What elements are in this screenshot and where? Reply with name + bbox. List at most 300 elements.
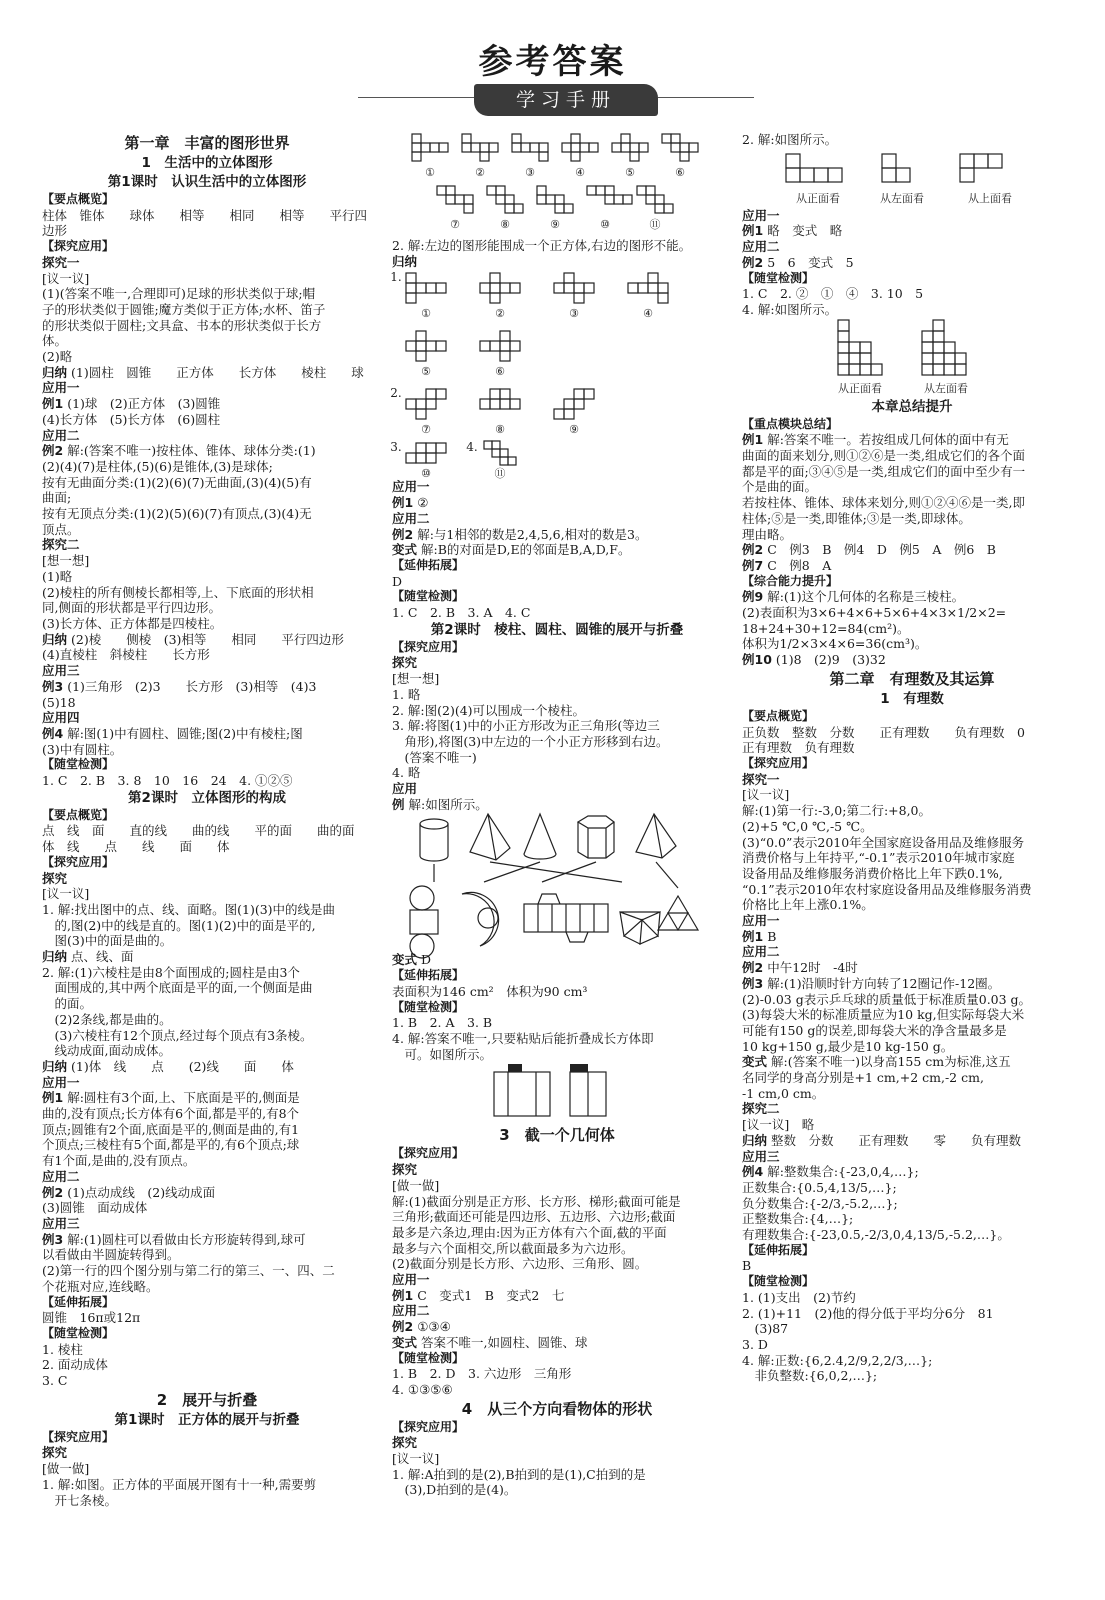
- net-square: [689, 143, 698, 152]
- line-text: 消费价格与上年持平,“-0.1”表示2010年城市家庭: [742, 850, 1015, 866]
- line-text: 边形: [42, 223, 68, 239]
- net-square: [639, 143, 648, 152]
- net-square: [500, 389, 510, 399]
- answer-line: [742, 1164, 1082, 1180]
- line-text: (2)略: [42, 349, 73, 365]
- net-square: [500, 449, 508, 457]
- answer-line: [42, 996, 372, 1012]
- line-label: 归纳: [42, 1058, 68, 1074]
- answer-line: [42, 428, 372, 444]
- line-text: (2)截面分别是长方形、六边形、三角形、圆。: [392, 1256, 648, 1272]
- net-square: [574, 293, 584, 303]
- net-square: [436, 283, 446, 293]
- net-square: [838, 331, 849, 342]
- line-text: 按有无曲面分类:(1)(2)(6)(7)无曲面,(3)(4)(5)有: [42, 474, 312, 490]
- answer-line: [42, 1185, 372, 1201]
- net-square: [838, 320, 849, 331]
- answer-line: [742, 1117, 1082, 1133]
- line-text: C 变式1 B 变式2 七: [417, 1287, 565, 1303]
- net-square: [406, 453, 416, 463]
- answer-line: [42, 742, 372, 758]
- line-text: (3)圆锥 面动成体: [42, 1200, 148, 1216]
- line-text: 解:(1)截面分别是正方形、长方形、梯形;截面可能是: [392, 1193, 681, 1209]
- net-square: [508, 457, 516, 465]
- block-label: [42, 239, 372, 255]
- net-square: [648, 283, 658, 293]
- line-text: 按有无顶点分类:(1)(2)(5)(6)(7)有顶点,(3)(4)无: [42, 506, 312, 522]
- answer-line: [742, 1306, 1082, 1322]
- net-square: [860, 364, 871, 375]
- line-text: 2. 解:如图所示。: [742, 132, 838, 147]
- answer-line: [42, 1477, 372, 1493]
- answer-line: [42, 318, 372, 334]
- answer-line: [42, 255, 372, 271]
- net-square: [922, 364, 933, 375]
- three-views-figure-2: [742, 318, 1072, 398]
- line-text: 有1个面,是曲的,没有顶点。: [42, 1153, 196, 1169]
- line-text: 曲面;: [42, 490, 72, 506]
- net-square: [638, 283, 648, 293]
- line-text: 同,侧面的形状都是平行四边形。: [42, 600, 221, 616]
- answer-line: [42, 1342, 372, 1358]
- net-square: [974, 154, 988, 168]
- net-square: [860, 353, 871, 364]
- section-heading: [42, 1411, 372, 1430]
- net-square: [838, 342, 849, 353]
- net-square: [571, 152, 580, 161]
- answer-line: [742, 1368, 1082, 1384]
- line-text: 【探究应用】: [392, 1419, 465, 1434]
- line-text: 曲的,没有顶点;长方体有6个面,都是平的,有8个: [42, 1106, 300, 1122]
- answer-line: [392, 1288, 722, 1304]
- line-text: 1. 略: [392, 686, 421, 702]
- net-square: [500, 283, 510, 293]
- answer-line: [42, 443, 372, 459]
- answer-line: [742, 1023, 1082, 1039]
- net-square: [406, 273, 416, 283]
- net-square: [587, 186, 596, 195]
- answer-line: [392, 1435, 722, 1451]
- line-label: 例4: [742, 1164, 764, 1180]
- figure-label: ⑪: [494, 467, 506, 481]
- figure-label: ⑧: [500, 218, 510, 231]
- solids-and-nets-figure: [392, 812, 712, 952]
- net-square: [621, 134, 630, 143]
- line-text: 非负整数:{6,0,2,…};: [742, 1368, 878, 1384]
- line-label: 例1: [742, 928, 764, 944]
- block-label: [42, 1326, 372, 1342]
- section-heading: [742, 398, 1082, 417]
- net-square: [446, 186, 455, 195]
- chapter-heading: [42, 132, 372, 154]
- cone: [524, 814, 556, 859]
- answer-line: [392, 797, 722, 813]
- line-label: 应用: [392, 781, 418, 797]
- line-label: 例2: [742, 254, 764, 270]
- answer-line: [392, 1194, 722, 1210]
- answer-line: [42, 1493, 372, 1509]
- answer-line: [42, 918, 372, 934]
- answer-line: [392, 750, 722, 766]
- glue-tab: [508, 1064, 522, 1072]
- net-square: [814, 168, 828, 182]
- line-text: 点、线、面: [71, 949, 134, 965]
- net-square: [416, 399, 426, 409]
- net-square: [464, 204, 473, 213]
- answer-line: [42, 1373, 372, 1389]
- line-text: 解:(1)这个几何体的名称是三棱柱。: [767, 589, 965, 605]
- net-square: [521, 143, 530, 152]
- line-text: 体积为1/2×3×4×6=36(cm³)。: [742, 636, 928, 652]
- line-text: 面围成的,其中两个底面是平的面,一个侧面是曲: [42, 980, 313, 996]
- net-square: [571, 134, 580, 143]
- answer-line: [392, 687, 722, 703]
- block-label: [392, 1351, 722, 1367]
- answer-line: [742, 866, 1082, 882]
- col2-block-b: [392, 479, 722, 812]
- line-text: (4)长方体 (5)长方体 (6)圆柱: [42, 411, 221, 427]
- net-square: [406, 293, 416, 303]
- answer-line: [742, 621, 1082, 637]
- net-square: [510, 283, 520, 293]
- line-text: 3 截一个几何体: [499, 1126, 615, 1145]
- line-text: 正数集合:{0.5,4,13/5,…};: [742, 1179, 897, 1195]
- line-text: ①③④: [417, 1319, 451, 1335]
- line-label: 变式: [392, 1334, 418, 1350]
- block-label: [742, 1243, 1082, 1259]
- line-text: 圆锥 16π或12π: [42, 1310, 141, 1326]
- line-label: 应用三: [742, 1148, 780, 1164]
- match-line: [656, 862, 678, 888]
- line-text: (3)“0.0”表示2010年全国家庭设备用品及维修服务: [742, 834, 1025, 850]
- line-text: (3)每袋大米的标准质量应为10 kg,但实际每袋大米: [742, 1007, 1025, 1023]
- answer-line: [742, 1054, 1082, 1070]
- block-label: [742, 756, 1082, 772]
- answer-line: [42, 286, 372, 302]
- line-label: 探究: [42, 1445, 68, 1461]
- hex-prism: [578, 816, 614, 858]
- net-square: [574, 283, 584, 293]
- answer-line: [742, 976, 1082, 992]
- line-text: 【随堂检测】: [42, 757, 115, 772]
- answer-line: [42, 585, 372, 601]
- answer-line: [392, 495, 722, 511]
- net-square: [882, 154, 896, 168]
- answer-line: [42, 726, 372, 742]
- line-text: D: [392, 573, 403, 589]
- net-square: [505, 195, 514, 204]
- line-text: (3)六棱柱有12个顶点,经过每个顶点有3条棱。: [42, 1027, 313, 1043]
- answer-line: [742, 495, 1082, 511]
- answer-line: [742, 255, 1082, 271]
- net-square: [584, 283, 594, 293]
- figure-label: ⑥: [675, 166, 685, 179]
- line-label: 变式: [742, 1054, 768, 1070]
- line-label: 例3: [42, 678, 64, 694]
- net-square: [490, 389, 500, 399]
- line-text: (5)18: [42, 694, 76, 710]
- answer-line: [742, 929, 1082, 945]
- line-text: (3)87: [742, 1321, 789, 1337]
- answer-line: [392, 671, 722, 687]
- line-text: 4. 解:正数:{6,2.4,2/9,2,2/3,…};: [742, 1352, 933, 1368]
- net-square: [455, 195, 464, 204]
- line-text: 【延伸拓展】: [742, 1242, 815, 1257]
- line-text: 4. 解:如图所示。: [742, 301, 838, 317]
- line-label: 探究: [392, 1162, 418, 1178]
- net-square: [406, 283, 416, 293]
- net-square: [655, 204, 664, 213]
- three-views-figure-1: [742, 148, 1072, 208]
- line-text: 解:图(1)中有圆柱、圆锥;图(2)中有棱柱;图: [67, 725, 303, 741]
- line-label: 例1: [742, 432, 764, 448]
- net-square: [426, 283, 436, 293]
- figure-label: ②: [475, 166, 485, 179]
- match-line: [542, 862, 596, 882]
- answer-line: [392, 1178, 722, 1194]
- net-square: [564, 409, 574, 419]
- net-square: [988, 154, 1002, 168]
- answer-line: [42, 537, 372, 553]
- answer-line: [392, 605, 722, 621]
- line-text: 柱体;⑤是一类,即锥体;③是一类,即球体。: [742, 510, 971, 526]
- net-square: [554, 283, 564, 293]
- line-label: 应用一: [392, 1272, 430, 1288]
- block-label: [42, 757, 372, 773]
- answer-line: [742, 992, 1082, 1008]
- block-label: [392, 1420, 722, 1436]
- line-text: 2. 面动成体: [42, 1357, 108, 1373]
- answer-line: [742, 527, 1082, 543]
- net-square: [933, 364, 944, 375]
- line-text: 【综合能力提升】: [742, 573, 839, 588]
- answer-line: [392, 1467, 722, 1483]
- line-text: 3. 解:将图(1)中的小正方形改为正三角形(等边三: [392, 718, 660, 734]
- net-square: [505, 204, 514, 213]
- line-text: 1. 解:找出图中的点、线、面略。图(1)(3)中的线是曲: [42, 901, 336, 917]
- net-square: [416, 409, 426, 419]
- net-square: [484, 441, 492, 449]
- line-text: [议一议] 略: [742, 1117, 815, 1133]
- answer-line: [742, 1149, 1082, 1165]
- line-label: 例1: [42, 1090, 64, 1106]
- net-square: [462, 143, 471, 152]
- line-label: 应用一: [742, 207, 780, 223]
- line-text: 1 有理数: [880, 690, 944, 707]
- line-text: 第2课时 棱柱、圆柱、圆锥的展开与折叠: [430, 621, 684, 638]
- line-label: 归纳: [42, 364, 68, 380]
- answer-line: [392, 984, 722, 1000]
- line-text: (2)第一行的四个图分别与第二行的第三、一、四、二: [42, 1263, 335, 1279]
- answer-line: [42, 1310, 372, 1326]
- line-text: 解:(1)第一行:-3,0;第二行:+8,0。: [742, 803, 932, 819]
- answer-line: [392, 574, 722, 590]
- net-square: [490, 283, 500, 293]
- net-square: [960, 168, 974, 182]
- net-square: [412, 134, 421, 143]
- answer-line: [742, 944, 1082, 960]
- line-text: 4. ①③⑤⑥: [392, 1381, 453, 1397]
- net-square: [922, 331, 933, 342]
- col3-block-b: [742, 208, 1082, 318]
- line-text: 图(3)中的面是曲的。: [42, 933, 173, 949]
- answer-line: [742, 803, 1082, 819]
- line-text: [议一议]: [392, 1451, 440, 1467]
- block-label: [392, 968, 722, 984]
- answer-line: [742, 1101, 1082, 1117]
- answer-line: [42, 1169, 372, 1185]
- cylinder-top: [420, 819, 448, 829]
- page-header: [0, 40, 1105, 84]
- answer-line: [392, 1366, 722, 1382]
- net-square: [500, 399, 510, 409]
- net-square: [849, 364, 860, 375]
- net-square: [426, 389, 436, 399]
- net-square: [426, 399, 436, 409]
- figure-label: ⑦: [450, 218, 460, 231]
- net-square: [412, 143, 421, 152]
- answer-line: [742, 208, 1082, 224]
- net-square: [514, 204, 523, 213]
- answer-line: [392, 734, 722, 750]
- answer-line: [42, 223, 372, 239]
- cuboid-net: [494, 1072, 550, 1116]
- net-square: [546, 195, 555, 204]
- line-text: 【延伸拓展】: [42, 1294, 115, 1309]
- line-text: 体。: [42, 333, 68, 349]
- answer-line: [42, 1445, 372, 1461]
- net-square: [480, 152, 489, 161]
- line-text: 2. (1)+11 (2)他的得分低于平均分6分 81: [742, 1305, 994, 1321]
- line-text: 第一章 丰富的图形世界: [124, 134, 290, 152]
- net-square: [406, 399, 416, 409]
- net-square: [490, 341, 500, 351]
- net-square: [510, 399, 520, 409]
- answer-line: [42, 1090, 372, 1106]
- answer-line: [742, 652, 1082, 668]
- net-square: [664, 204, 673, 213]
- answer-line: [392, 1272, 722, 1288]
- line-label: 探究二: [742, 1101, 780, 1117]
- net-square: [437, 186, 446, 195]
- line-text: [做一做]: [42, 1461, 90, 1477]
- line-text: 若按柱体、锥体、球体来划分,则①②④⑥是一类,即: [742, 495, 1025, 511]
- net-square: [490, 293, 500, 303]
- net-square: [655, 195, 664, 204]
- net-square: [574, 389, 584, 399]
- chapter-heading: [392, 1124, 722, 1146]
- line-text: 解:(答案不唯一)按柱体、锥体、球体分类:(1): [67, 443, 316, 459]
- line-text: 【随堂检测】: [742, 1274, 815, 1289]
- net-square: [421, 143, 430, 152]
- line-text: 2 展开与折叠: [156, 1390, 258, 1409]
- net-square: [564, 283, 574, 293]
- net-square: [658, 283, 668, 293]
- line-text: 【要点概览】: [42, 807, 115, 822]
- line-text: (4)直棱柱 斜棱柱 长方形: [42, 647, 210, 663]
- line-text: 最多是六条边,理由:因为正方体有六个面,截的平面: [392, 1224, 667, 1240]
- net-square: [584, 389, 594, 399]
- net-square: [860, 342, 871, 353]
- net-square: [580, 143, 589, 152]
- net-square: [614, 195, 623, 204]
- net-square: [406, 341, 416, 351]
- line-label: 例2: [42, 443, 64, 459]
- line-text: 可。如图所示。: [392, 1046, 493, 1062]
- line-label: 归纳: [42, 949, 68, 965]
- answer-line: [42, 980, 372, 996]
- line-text: [做一做]: [392, 1177, 440, 1193]
- answer-line: [742, 1290, 1082, 1306]
- answer-line: [42, 475, 372, 491]
- answer-line: [392, 1482, 722, 1498]
- line-label: 应用一: [42, 380, 80, 396]
- line-text: 正整数集合:{4,…};: [742, 1211, 854, 1227]
- net-square: [480, 341, 490, 351]
- line-label: 例2: [392, 1319, 414, 1335]
- answer-line: [742, 286, 1082, 302]
- net-square: [487, 186, 496, 195]
- answer-line: [42, 380, 372, 396]
- line-text: 解:答案不唯一。若按组成几何体的面中有无: [767, 432, 1009, 448]
- block-label: [42, 855, 372, 871]
- line-text: 【随堂检测】: [392, 999, 465, 1014]
- net-square: [637, 186, 646, 195]
- line-text: 1. C 2. B 3. 8 10 16 24 4. ①②⑤: [42, 773, 293, 789]
- net-square: [464, 195, 473, 204]
- answer-line: [392, 1319, 722, 1335]
- line-text: (3),D拍到的是(4)。: [392, 1482, 517, 1498]
- net-square: [436, 341, 446, 351]
- answer-line: [742, 511, 1082, 527]
- net-rect: [410, 910, 438, 934]
- line-text: 顶点。: [42, 521, 80, 537]
- net-square: [539, 143, 548, 152]
- answer-line: [42, 1232, 372, 1248]
- answer-line: [742, 558, 1082, 574]
- net-square: [430, 143, 439, 152]
- answer-line: [42, 632, 372, 648]
- figure-label: 从正面看: [796, 191, 840, 205]
- net-square: [446, 195, 455, 204]
- column-1: [42, 132, 372, 1508]
- answer-line: [742, 740, 1082, 756]
- net-square: [658, 293, 668, 303]
- line-text: (答案不唯一): [392, 749, 477, 765]
- block-label: [742, 574, 1082, 590]
- answer-line: [42, 1153, 372, 1169]
- line-label: 应用一: [42, 1074, 80, 1090]
- col2-block-d: [392, 1124, 722, 1498]
- line-text: 名同学的身高分别是+1 cm,+2 cm,-2 cm,: [742, 1070, 984, 1086]
- answer-line: [42, 1279, 372, 1295]
- net-square: [871, 364, 882, 375]
- line-text: (1)圆柱 圆锥 正方体 长方体 棱柱 球: [71, 364, 364, 380]
- column-3: [742, 132, 1082, 1384]
- net-square: [589, 143, 598, 152]
- figure-label: 1.: [390, 270, 402, 285]
- net-square: [648, 273, 658, 283]
- net-square: [574, 399, 584, 409]
- line-text: 略 变式 略: [767, 223, 843, 239]
- answer-line: [742, 787, 1082, 803]
- section-heading: [42, 789, 372, 808]
- line-label: 例3: [742, 975, 764, 991]
- net-square: [630, 152, 639, 161]
- net-square: [416, 341, 426, 351]
- block-label: [42, 1430, 372, 1446]
- line-label: 例2: [742, 542, 764, 558]
